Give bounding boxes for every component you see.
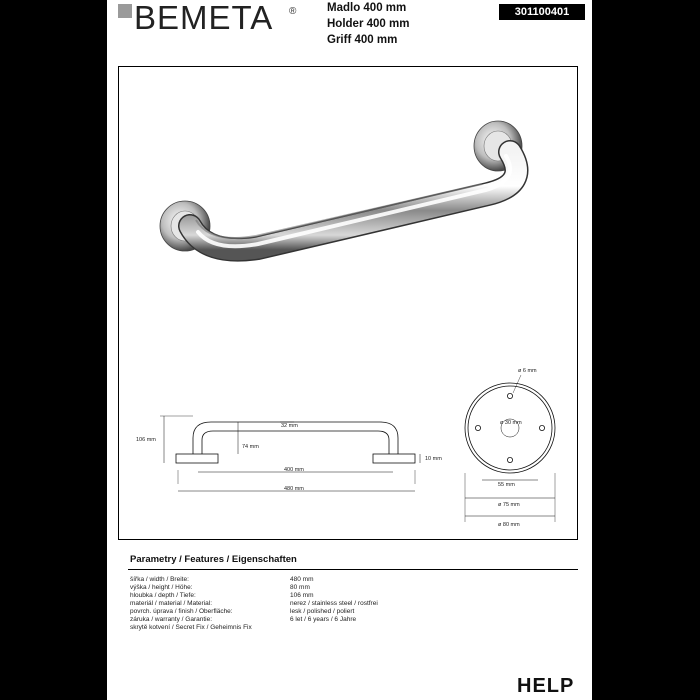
features-divider (128, 569, 578, 570)
series-name: HELP (517, 675, 575, 697)
product-title-cz: Madlo 400 mm (327, 2, 407, 14)
feature-label: skrytě kotvení / Secret Fix / Geheimnis Fix (130, 624, 252, 631)
feature-label: materiál / material / Material: (130, 600, 212, 607)
product-title-de: Griff 400 mm (327, 34, 398, 46)
dim-spacing: 55 mm (498, 482, 515, 488)
dim-depth: 74 mm (242, 444, 259, 450)
feature-value: 6 let / 6 years / 6 Jahre (290, 616, 357, 623)
dim-outer80: ø 80 mm (498, 522, 520, 528)
brand-logo: BEMETA (134, 0, 274, 36)
product-drawings (118, 66, 578, 540)
dim-outer75: ø 75 mm (498, 502, 520, 508)
dim-height: 106 mm (136, 437, 156, 443)
feature-label: šířka / width / Breite: (130, 576, 189, 583)
dim-base: 10 mm (425, 456, 442, 462)
feature-label: záruka / warranty / Garantie: (130, 616, 213, 623)
feature-label: hloubka / depth / Tiefe: (130, 592, 196, 599)
dim-hole: ø 6 mm (518, 368, 537, 374)
dim-inner: 400 mm (284, 467, 304, 473)
product-title-en: Holder 400 mm (327, 18, 410, 30)
feature-value: lesk / polished / poliert (290, 608, 355, 615)
product-code: 301100401 (499, 4, 585, 20)
product-photo (160, 121, 522, 251)
dim-outer: 480 mm (284, 486, 304, 492)
dim-center: ø 30 mm (500, 420, 522, 426)
feature-value: nerez / stainless steel / rostfrei (290, 600, 378, 607)
plate-view-drawing (465, 375, 555, 522)
feature-label: povrch. úprava / finish / Oberfläche: (130, 608, 233, 615)
brand-logo-square (118, 4, 132, 18)
feature-value: 480 mm (290, 576, 314, 583)
registered-mark: ® (289, 6, 297, 17)
feature-label: výška / height / Höhe: (130, 584, 193, 591)
dim-bar: 32 mm (281, 423, 298, 429)
feature-value: 106 mm (290, 592, 314, 599)
feature-value: 80 mm (290, 584, 310, 591)
features-title: Parametry / Features / Eigenschaften (130, 554, 297, 565)
